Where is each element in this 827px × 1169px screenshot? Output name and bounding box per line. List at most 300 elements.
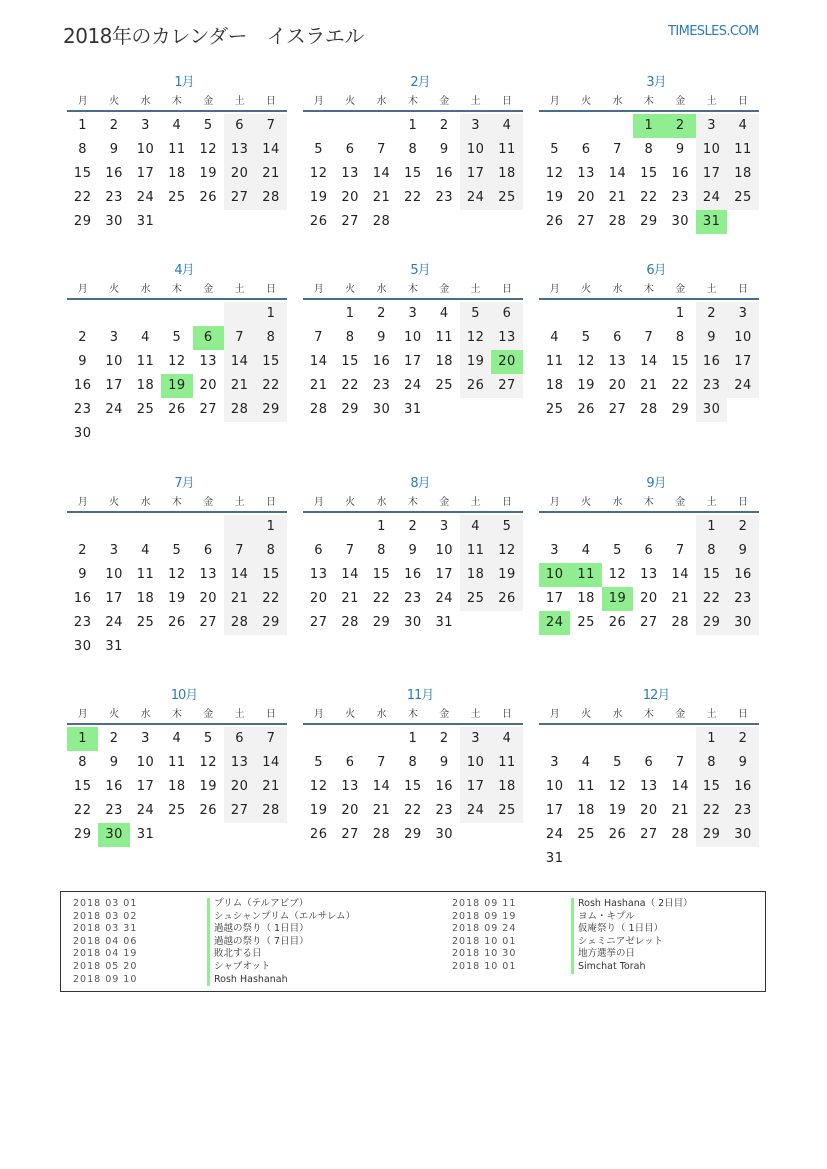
day-grid — [67, 302, 287, 446]
day-cell: 29 — [696, 823, 727, 847]
day-cell: 9 — [439, 755, 449, 770]
day-cell: 9 — [78, 354, 88, 369]
day-cell: 1 — [696, 727, 727, 751]
day-cell: 19 — [545, 190, 564, 205]
day-cell: 4 — [581, 755, 591, 770]
day-cell: 16 — [435, 779, 454, 794]
day-cell: 1 — [255, 302, 286, 326]
holiday-day-cell: 31 — [696, 210, 727, 234]
day-cell: 13 — [640, 779, 658, 794]
day-cell: 22 — [404, 803, 422, 818]
day-cell: 14 — [255, 751, 286, 775]
day-cell: 30 — [73, 426, 92, 441]
legend-holiday-name: Rosh Hashana（ 2日目） — [571, 898, 693, 911]
day-cell: 16 — [696, 350, 727, 374]
day-cell: 5 — [172, 330, 182, 345]
day-cell: 13 — [341, 166, 359, 181]
day-cell: 7 — [377, 142, 386, 157]
day-grid — [303, 727, 523, 847]
day-cell: 6 — [203, 543, 213, 558]
weekday-label: 月 — [313, 497, 324, 508]
weekday-header — [67, 493, 287, 513]
empty-cell — [334, 114, 365, 138]
legend-date: 2018 04 19 — [73, 948, 138, 960]
day-cell: 4 — [460, 515, 491, 539]
day-cell: 3 — [439, 519, 449, 534]
weekday-label: 火 — [345, 284, 356, 295]
day-cell: 21 — [224, 587, 255, 611]
day-cell: 25 — [168, 190, 186, 205]
weekday-label: 火 — [581, 497, 592, 508]
empty-cell — [665, 727, 696, 751]
day-cell: 3 — [408, 306, 418, 321]
day-cell: 28 — [372, 827, 391, 842]
day-cell: 23 — [73, 615, 92, 630]
day-grid — [303, 114, 523, 234]
legend-date: 2018 03 31 — [73, 923, 138, 935]
weekday-label: 火 — [109, 497, 120, 508]
day-cell: 30 — [73, 639, 92, 654]
day-cell: 17 — [136, 779, 155, 794]
day-cell: 19 — [491, 563, 522, 587]
day-cell: 20 — [224, 162, 255, 186]
day-cell: 5 — [613, 543, 622, 558]
day-cell: 10 — [545, 779, 564, 794]
empty-cell — [224, 302, 255, 326]
day-cell: 28 — [372, 214, 391, 229]
empty-cell — [366, 114, 397, 138]
day-cell: 18 — [460, 563, 491, 587]
weekday-label: 火 — [109, 96, 120, 107]
empty-cell — [130, 515, 161, 539]
day-cell: 29 — [696, 611, 727, 635]
empty-cell — [602, 727, 633, 751]
day-cell: 14 — [341, 567, 359, 582]
day-cell: 15 — [696, 775, 727, 799]
weekday-label: 金 — [439, 96, 450, 107]
day-cell: 15 — [404, 166, 422, 181]
day-cell: 29 — [73, 827, 92, 842]
day-cell: 31 — [404, 402, 422, 417]
day-cell: 20 — [199, 378, 218, 393]
day-cell: 14 — [372, 166, 391, 181]
day-cell: 10 — [105, 567, 123, 582]
day-cell: 13 — [224, 751, 255, 775]
legend-holiday-name: 過越の祭り（ 7日目） — [207, 936, 309, 949]
empty-cell — [570, 114, 601, 138]
day-cell: 3 — [696, 114, 727, 138]
day-cell: 16 — [73, 591, 92, 606]
day-cell: 7 — [255, 114, 286, 138]
day-cell: 8 — [255, 326, 286, 350]
holiday-day-cell: 19 — [602, 587, 633, 611]
empty-cell — [366, 727, 397, 751]
day-cell: 10 — [696, 138, 727, 162]
legend-holiday-name: Simchat Torah — [571, 961, 645, 974]
weekday-label: 月 — [77, 497, 88, 508]
day-cell: 27 — [491, 374, 522, 398]
day-cell: 17 — [545, 591, 564, 606]
day-cell: 3 — [460, 114, 491, 138]
day-cell: 31 — [136, 214, 155, 229]
day-cell: 15 — [341, 354, 359, 369]
day-cell: 2 — [727, 727, 758, 751]
day-cell: 23 — [727, 799, 758, 823]
day-cell: 15 — [255, 563, 286, 587]
day-cell: 10 — [727, 326, 758, 350]
empty-cell — [570, 515, 601, 539]
day-cell: 16 — [105, 166, 123, 181]
day-cell: 8 — [696, 751, 727, 775]
day-cell: 16 — [727, 563, 758, 587]
day-cell: 5 — [550, 142, 560, 157]
weekday-label: 月 — [77, 709, 88, 720]
weekday-label: 月 — [549, 497, 560, 508]
legend-date: 2018 10 01 — [452, 961, 517, 972]
day-cell: 26 — [199, 803, 218, 818]
weekday-label: 日 — [266, 284, 277, 295]
day-cell: 5 — [203, 118, 213, 133]
weekday-label: 土 — [706, 709, 717, 720]
weekday-header — [67, 705, 287, 725]
day-cell: 23 — [372, 378, 391, 393]
legend-holiday-name: 地方選挙の日 — [571, 948, 635, 961]
day-grid — [67, 727, 287, 847]
empty-cell — [334, 727, 365, 751]
legend-holiday-name: シャブオット — [207, 961, 270, 974]
day-cell: 23 — [73, 402, 92, 417]
day-cell: 4 — [491, 727, 522, 751]
holiday-day-cell: 10 — [539, 563, 570, 587]
day-cell: 11 — [577, 779, 595, 794]
day-cell: 23 — [404, 591, 422, 606]
day-cell: 17 — [404, 354, 422, 369]
day-cell: 27 — [224, 799, 255, 823]
day-cell: 24 — [136, 803, 155, 818]
day-cell: 9 — [727, 751, 758, 775]
day-cell: 24 — [136, 190, 155, 205]
day-cell: 4 — [141, 330, 150, 345]
day-cell: 30 — [435, 827, 454, 842]
empty-cell — [67, 515, 98, 539]
day-cell: 3 — [141, 118, 150, 133]
day-cell: 25 — [727, 186, 758, 210]
day-cell: 5 — [314, 755, 324, 770]
day-cell: 18 — [545, 378, 564, 393]
day-cell: 24 — [404, 378, 422, 393]
empty-cell — [67, 302, 98, 326]
day-cell: 17 — [696, 162, 727, 186]
weekday-label: 木 — [171, 284, 182, 295]
day-cell: 10 — [136, 142, 155, 157]
day-cell: 17 — [435, 567, 454, 582]
month-block — [303, 475, 523, 635]
day-cell: 9 — [675, 142, 685, 157]
day-cell: 2 — [78, 330, 88, 345]
day-cell: 6 — [345, 755, 355, 770]
weekday-label: 火 — [345, 96, 356, 107]
day-cell: 16 — [404, 567, 422, 582]
day-cell: 3 — [109, 543, 119, 558]
empty-cell — [539, 302, 570, 326]
weekday-label: 水 — [140, 709, 151, 720]
weekday-label: 金 — [439, 709, 450, 720]
day-cell: 24 — [105, 402, 123, 417]
empty-cell — [602, 515, 633, 539]
day-cell: 6 — [314, 543, 324, 558]
legend-date: 2018 05 20 — [73, 961, 138, 972]
day-cell: 11 — [168, 142, 186, 157]
day-cell: 16 — [105, 779, 123, 794]
month-block — [303, 74, 523, 234]
day-cell: 18 — [136, 591, 155, 606]
holiday-day-cell: 2 — [665, 114, 696, 138]
day-cell: 30 — [105, 214, 123, 229]
day-cell: 19 — [577, 378, 595, 393]
weekday-label: 月 — [549, 284, 560, 295]
day-cell: 7 — [675, 543, 685, 558]
day-cell: 26 — [545, 214, 564, 229]
day-cell: 31 — [105, 639, 123, 654]
day-cell: 13 — [491, 326, 522, 350]
day-cell: 29 — [341, 402, 359, 417]
day-cell: 7 — [224, 539, 255, 563]
empty-cell — [539, 515, 570, 539]
day-cell: 27 — [341, 827, 359, 842]
day-cell: 18 — [491, 775, 522, 799]
day-cell: 15 — [671, 354, 690, 369]
day-cell: 21 — [372, 803, 391, 818]
brand-link[interactable]: TIMESLES.COM — [668, 24, 759, 39]
empty-cell — [130, 302, 161, 326]
day-cell: 4 — [439, 306, 449, 321]
day-cell: 5 — [203, 731, 213, 746]
day-cell: 17 — [460, 775, 491, 799]
day-cell: 25 — [136, 402, 155, 417]
day-cell: 3 — [141, 731, 150, 746]
day-cell: 11 — [545, 354, 564, 369]
month-name: 1月 — [174, 75, 194, 90]
day-cell: 16 — [727, 775, 758, 799]
day-cell: 3 — [460, 727, 491, 751]
day-cell: 22 — [341, 378, 359, 393]
empty-cell — [570, 302, 601, 326]
month-block — [539, 74, 759, 234]
weekday-label: 金 — [675, 709, 686, 720]
day-cell: 21 — [255, 162, 286, 186]
day-cell: 17 — [727, 350, 758, 374]
day-grid — [539, 515, 759, 635]
day-cell: 9 — [727, 539, 758, 563]
weekday-label: 金 — [675, 96, 686, 107]
weekday-label: 金 — [675, 284, 686, 295]
weekday-label: 金 — [675, 497, 686, 508]
day-cell: 29 — [671, 402, 690, 417]
day-cell: 4 — [172, 731, 182, 746]
month-name: 3月 — [646, 75, 666, 90]
day-cell: 30 — [727, 611, 758, 635]
day-grid — [67, 515, 287, 659]
weekday-label: 火 — [581, 96, 592, 107]
weekday-label: 水 — [612, 497, 623, 508]
weekday-label: 日 — [266, 709, 277, 720]
month-name: 5月 — [410, 263, 430, 278]
weekday-label: 土 — [706, 284, 717, 295]
day-cell: 19 — [309, 803, 328, 818]
legend-date: 2018 03 02 — [73, 910, 138, 922]
day-cell: 20 — [640, 803, 658, 818]
weekday-header — [539, 280, 759, 300]
weekday-label: 日 — [738, 709, 749, 720]
day-cell: 8 — [408, 755, 418, 770]
day-cell: 4 — [581, 543, 591, 558]
day-cell: 9 — [377, 330, 386, 345]
day-cell: 7 — [255, 727, 286, 751]
day-cell: 21 — [671, 803, 690, 818]
day-cell: 1 — [696, 515, 727, 539]
day-cell: 12 — [545, 166, 564, 181]
day-cell: 29 — [255, 611, 286, 635]
day-cell: 16 — [435, 166, 454, 181]
day-cell: 3 — [727, 302, 758, 326]
empty-cell — [303, 515, 334, 539]
day-cell: 6 — [491, 302, 522, 326]
weekday-label: 月 — [77, 284, 88, 295]
weekday-label: 土 — [234, 709, 245, 720]
month-block — [67, 262, 287, 446]
month-name: 6月 — [646, 263, 666, 278]
day-cell: 5 — [314, 142, 324, 157]
day-cell: 23 — [435, 190, 454, 205]
day-cell: 20 — [577, 190, 595, 205]
day-cell: 12 — [168, 354, 186, 369]
day-cell: 12 — [309, 166, 328, 181]
holiday-day-cell: 24 — [539, 611, 570, 635]
weekday-label: 水 — [612, 709, 623, 720]
day-cell: 31 — [545, 851, 564, 866]
day-cell: 1 — [675, 306, 685, 321]
day-cell: 3 — [109, 330, 119, 345]
holiday-day-cell: 6 — [193, 326, 224, 350]
day-cell: 8 — [675, 330, 685, 345]
day-cell: 30 — [727, 823, 758, 847]
day-grid — [539, 302, 759, 422]
day-cell: 7 — [314, 330, 324, 345]
weekday-label: 水 — [376, 96, 387, 107]
weekday-label: 土 — [706, 497, 717, 508]
month-name: 9月 — [646, 476, 666, 491]
day-cell: 26 — [168, 402, 186, 417]
day-cell: 19 — [199, 166, 218, 181]
day-cell: 14 — [671, 567, 690, 582]
day-cell: 2 — [439, 731, 449, 746]
day-cell: 22 — [640, 190, 658, 205]
day-cell: 24 — [460, 186, 491, 210]
day-cell: 12 — [199, 142, 218, 157]
day-cell: 25 — [491, 186, 522, 210]
day-cell: 17 — [136, 166, 155, 181]
day-cell: 15 — [255, 350, 286, 374]
empty-cell — [193, 302, 224, 326]
legend-date: 2018 09 19 — [452, 910, 517, 922]
day-cell: 14 — [224, 563, 255, 587]
month-name: 4月 — [174, 263, 194, 278]
day-cell: 22 — [255, 374, 286, 398]
day-cell: 17 — [545, 803, 564, 818]
weekday-label: 日 — [738, 284, 749, 295]
day-cell: 7 — [613, 142, 622, 157]
legend-holiday-name: プリム（テルアビブ） — [207, 898, 308, 911]
day-cell: 23 — [105, 803, 123, 818]
day-cell: 11 — [136, 567, 155, 582]
weekday-label: 火 — [109, 709, 120, 720]
day-cell: 18 — [577, 803, 595, 818]
day-cell: 7 — [377, 755, 386, 770]
day-cell: 17 — [105, 378, 123, 393]
day-cell: 15 — [73, 779, 92, 794]
weekday-label: 月 — [313, 96, 324, 107]
day-cell: 28 — [608, 214, 627, 229]
empty-cell — [633, 302, 664, 326]
day-cell: 12 — [491, 539, 522, 563]
day-cell: 26 — [309, 214, 328, 229]
empty-cell — [161, 515, 192, 539]
legend-date: 2018 09 11 — [452, 898, 517, 909]
day-cell: 29 — [73, 214, 92, 229]
day-cell: 4 — [550, 330, 560, 345]
empty-cell — [161, 302, 192, 326]
day-cell: 15 — [404, 779, 422, 794]
day-cell: 5 — [581, 330, 591, 345]
weekday-header — [303, 493, 523, 513]
day-cell: 11 — [727, 138, 758, 162]
weekday-label: 日 — [738, 497, 749, 508]
day-cell: 25 — [136, 615, 155, 630]
day-cell: 11 — [136, 354, 155, 369]
legend-date: 2018 09 24 — [452, 923, 517, 935]
day-cell: 17 — [105, 591, 123, 606]
day-cell: 10 — [105, 354, 123, 369]
day-cell: 23 — [696, 374, 727, 398]
empty-cell — [539, 727, 570, 751]
weekday-label: 水 — [140, 497, 151, 508]
month-block — [67, 475, 287, 659]
day-cell: 6 — [613, 330, 622, 345]
day-cell: 8 — [408, 142, 418, 157]
page-title: 2018年のカレンダー イスラエル — [63, 24, 364, 48]
day-cell: 25 — [545, 402, 564, 417]
day-cell: 12 — [460, 326, 491, 350]
day-cell: 6 — [345, 142, 355, 157]
weekday-header — [303, 705, 523, 725]
day-cell: 5 — [613, 755, 622, 770]
empty-cell — [633, 515, 664, 539]
weekday-label: 土 — [234, 96, 245, 107]
day-cell: 27 — [199, 615, 218, 630]
day-cell: 11 — [491, 138, 522, 162]
day-cell: 12 — [577, 354, 595, 369]
day-cell: 4 — [491, 114, 522, 138]
weekday-label: 土 — [234, 497, 245, 508]
day-cell: 20 — [224, 775, 255, 799]
weekday-label: 月 — [313, 284, 324, 295]
weekday-label: 金 — [203, 284, 214, 295]
empty-cell — [602, 302, 633, 326]
day-cell: 21 — [255, 775, 286, 799]
day-cell: 21 — [608, 190, 627, 205]
day-cell: 25 — [577, 827, 595, 842]
day-cell: 29 — [640, 214, 658, 229]
